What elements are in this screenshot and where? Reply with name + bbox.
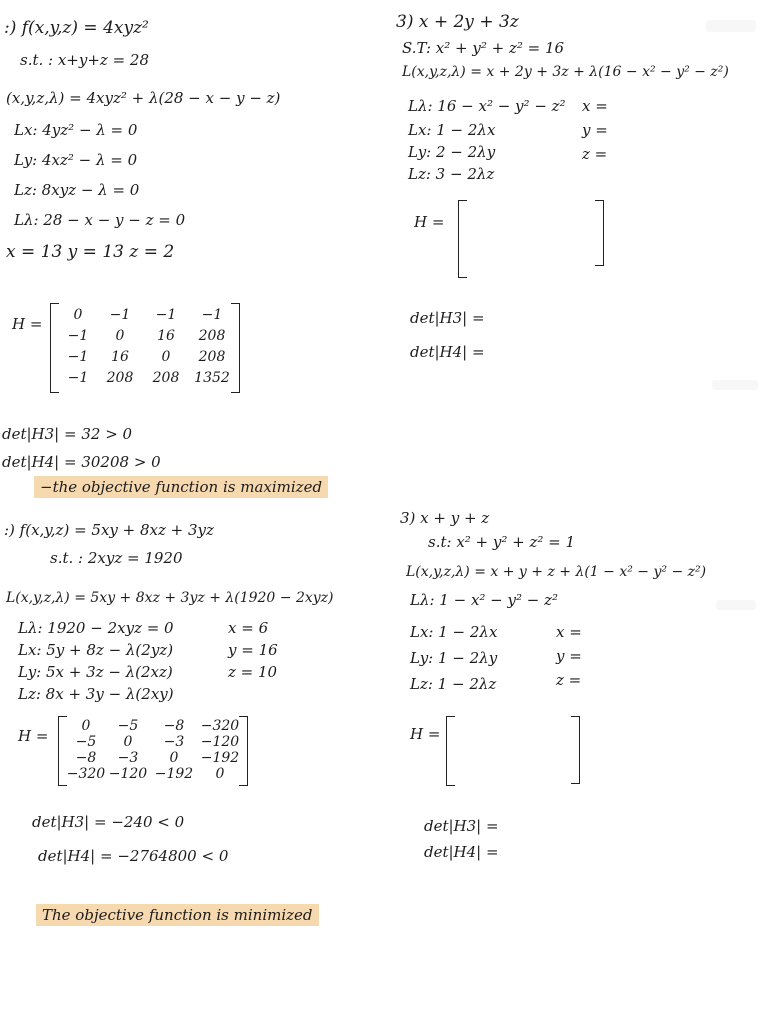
p1-solution: x = 13 y = 13 z = 2 bbox=[6, 242, 175, 262]
p3-y: y = bbox=[582, 121, 608, 139]
p2-ly: Ly: 5x + 3z − λ(2xz) bbox=[18, 663, 173, 681]
p1-ly: Ly: 4xz² − λ = 0 bbox=[14, 151, 138, 169]
p4-ly: Ly: 1 − 2λy bbox=[410, 649, 498, 667]
right-bracket bbox=[595, 200, 604, 266]
matrix-cell: 208 bbox=[152, 370, 180, 386]
p1-hessian-matrix bbox=[50, 303, 240, 395]
p2-hessian-matrix bbox=[58, 716, 248, 788]
matrix-cell: 0 bbox=[115, 328, 125, 344]
matrix-cell: 0 bbox=[73, 307, 83, 323]
p1-det-h4: det|H4| = 30208 > 0 bbox=[2, 453, 161, 471]
matrix-cell: 1352 bbox=[194, 370, 230, 386]
matrix-cell: 208 bbox=[106, 370, 134, 386]
p4-lx: Lx: 1 − 2λx bbox=[410, 623, 498, 641]
p2-lx: Lx: 5y + 8z − λ(2yz) bbox=[18, 641, 174, 659]
matrix-cell: −3 bbox=[117, 750, 139, 766]
p1-lz: Lz: 8xyz − λ = 0 bbox=[14, 181, 140, 199]
p4-y: y = bbox=[556, 647, 582, 665]
p4-hessian-label: H = bbox=[410, 725, 441, 743]
p4-hessian-matrix-empty bbox=[446, 716, 580, 786]
matrix-cell: 0 bbox=[123, 734, 133, 750]
p1-det-h3: det|H3| = 32 > 0 bbox=[2, 425, 133, 443]
matrix-cell: −1 bbox=[201, 307, 223, 323]
p2-lz: Lz: 8x + 3y − λ(2xy) bbox=[18, 685, 174, 703]
p4-x: x = bbox=[556, 623, 582, 641]
matrix-cell: 0 bbox=[81, 718, 91, 734]
matrix-cell: 0 bbox=[169, 750, 179, 766]
p2-det-h3: det|H3| = −240 < 0 bbox=[32, 813, 185, 831]
p3-function: 3) x + 2y + 3z bbox=[396, 12, 519, 32]
p4-lz: Lz: 1 − 2λz bbox=[410, 675, 497, 693]
left-bracket bbox=[458, 200, 467, 278]
p2-function: :) f(x,y,z) = 5xy + 8xz + 3yz bbox=[4, 521, 214, 539]
matrix-cell: 0 bbox=[161, 349, 171, 365]
p2-sol-x: x = 6 bbox=[228, 619, 269, 637]
p1-lx: Lx: 4yz² − λ = 0 bbox=[14, 121, 138, 139]
p3-lx: Lx: 1 − 2λx bbox=[408, 121, 496, 139]
bleed-through-mark bbox=[706, 20, 756, 32]
matrix-cell: −120 bbox=[108, 766, 148, 782]
matrix-cell: −5 bbox=[75, 734, 97, 750]
p2-hessian-label: H = bbox=[18, 727, 49, 745]
matrix-cell: −320 bbox=[200, 718, 240, 734]
p2-sol-z: z = 10 bbox=[228, 663, 278, 681]
p4-constraint: s.t: x² + y² + z² = 1 bbox=[428, 533, 576, 551]
p4-det-h3: det|H3| = bbox=[424, 817, 499, 835]
p4-lagrangian: L(x,y,z,λ) = x + y + z + λ(1 − x² − y² − z²) bbox=[406, 564, 707, 580]
p4-llambda: Lλ: 1 − x² − y² − z² bbox=[410, 591, 559, 609]
bleed-through-mark bbox=[716, 600, 756, 610]
matrix-cell: −3 bbox=[163, 734, 185, 750]
p3-det-h4: det|H4| = bbox=[410, 343, 485, 361]
p2-det-h4: det|H4| = −2764800 < 0 bbox=[38, 847, 229, 865]
p4-det-h4: det|H4| = bbox=[424, 843, 499, 861]
p2-constraint: s.t. : 2xyz = 1920 bbox=[50, 549, 183, 567]
matrix-cell: −1 bbox=[109, 307, 131, 323]
matrix-cell: −1 bbox=[67, 370, 89, 386]
matrix-cell: 0 bbox=[215, 766, 225, 782]
p3-z: z = bbox=[582, 145, 608, 163]
matrix-cell: −320 bbox=[66, 766, 106, 782]
p3-ly: Ly: 2 − 2λy bbox=[408, 143, 496, 161]
matrix-cell: −8 bbox=[75, 750, 97, 766]
p2-lagrangian: L(x,y,z,λ) = 5xy + 8xz + 3yz + λ(1920 − 2xyz) bbox=[6, 590, 334, 606]
p3-det-h3: det|H3| = bbox=[410, 309, 485, 327]
p2-llambda: Lλ: 1920 − 2xyz = 0 bbox=[18, 619, 174, 637]
matrix-cell: −1 bbox=[67, 349, 89, 365]
p3-lagrangian: L(x,y,z,λ) = x + 2y + 3z + λ(16 − x² − y² − z²) bbox=[402, 64, 729, 80]
p3-lz: Lz: 3 − 2λz bbox=[408, 165, 495, 183]
matrix-cell: −5 bbox=[117, 718, 139, 734]
p3-x: x = bbox=[582, 97, 608, 115]
bleed-through-mark bbox=[712, 380, 758, 390]
p4-z: z = bbox=[556, 671, 582, 689]
p1-function: :) f(x,y,z) = 4xyz² bbox=[4, 18, 149, 38]
p1-llambda: Lλ: 28 − x − y − z = 0 bbox=[14, 211, 186, 229]
p3-llambda: Lλ: 16 − x² − y² − z² bbox=[408, 97, 566, 115]
left-bracket bbox=[446, 716, 455, 786]
p3-hessian-label: H = bbox=[414, 213, 445, 231]
matrix-cell: 208 bbox=[198, 328, 226, 344]
p3-constraint: S.T: x² + y² + z² = 16 bbox=[402, 39, 565, 57]
matrix-cell: −8 bbox=[163, 718, 185, 734]
matrix-cell: −120 bbox=[200, 734, 240, 750]
matrix-cell: 208 bbox=[198, 349, 226, 365]
p2-sol-y: y = 16 bbox=[228, 641, 278, 659]
matrix-cell: −1 bbox=[67, 328, 89, 344]
p2-conclusion-highlight: The objective function is minimized bbox=[36, 904, 319, 926]
matrix-cell: 16 bbox=[157, 328, 175, 344]
matrix-cell: 16 bbox=[111, 349, 129, 365]
p3-hessian-matrix-empty bbox=[458, 200, 604, 278]
p1-conclusion-highlight: −the objective function is maximized bbox=[34, 476, 328, 498]
p1-constraint: s.t. : x+y+z = 28 bbox=[20, 51, 150, 69]
p1-hessian-label: H = bbox=[12, 315, 43, 333]
right-bracket bbox=[571, 716, 580, 784]
p1-lagrangian: (x,y,z,λ) = 4xyz² + λ(28 − x − y − z) bbox=[6, 89, 281, 107]
matrix-cell: −1 bbox=[155, 307, 177, 323]
p4-function: 3) x + y + z bbox=[400, 509, 490, 527]
matrix-cell: −192 bbox=[200, 750, 240, 766]
matrix-cell: −192 bbox=[154, 766, 194, 782]
